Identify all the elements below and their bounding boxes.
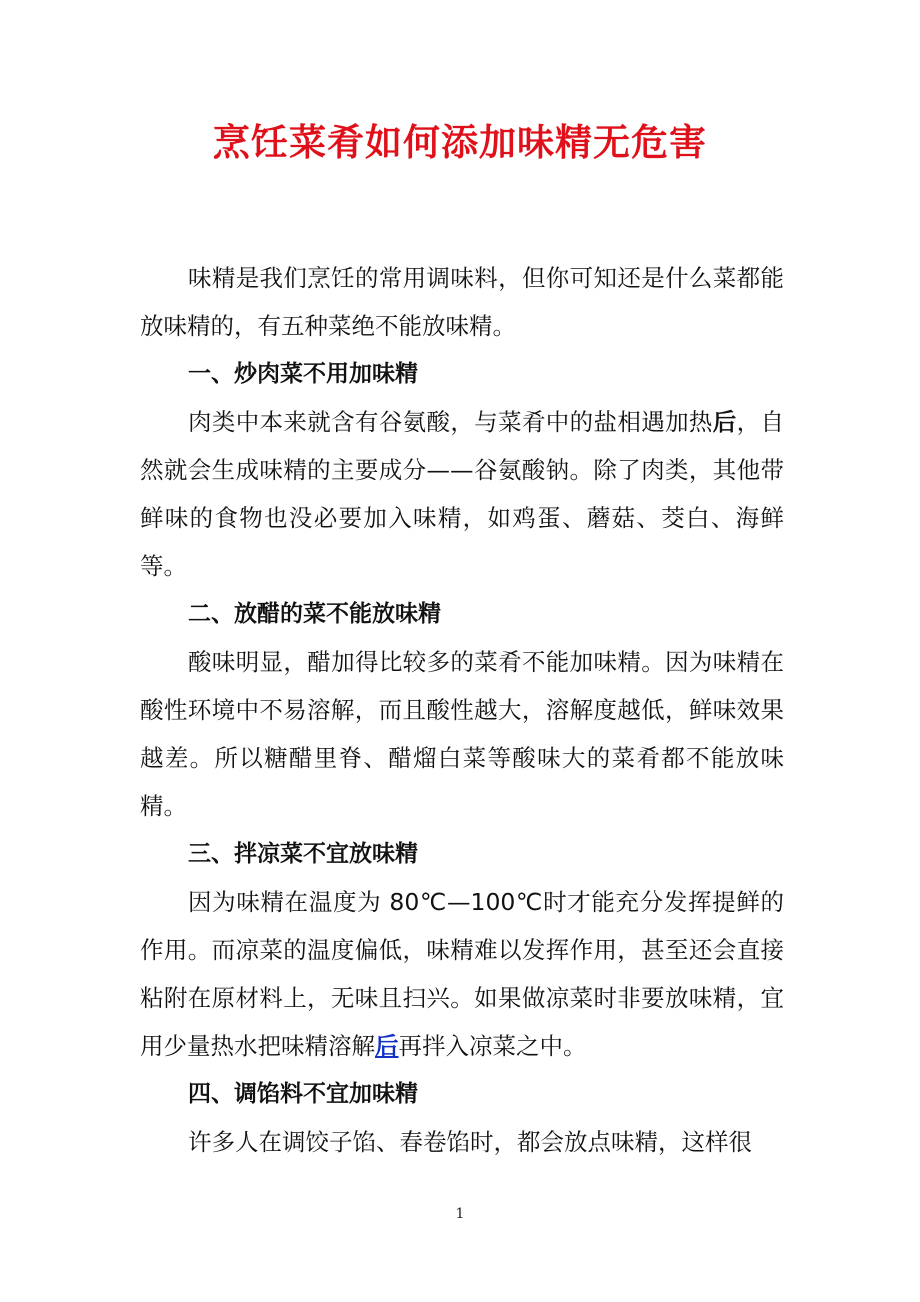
section-1-text-b: ，自然就会生成味精的主要成分——谷氨酸钠。除了肉类，其他带鲜味的食物也没必要加入味精，如鸡蛋、蘑菇、茭白、海鲜等。 (140, 408, 785, 580)
section-1-heading: 一、炒肉菜不用加味精 (188, 361, 418, 387)
section-3-text-b: 再拌入凉菜之中。 (398, 1032, 587, 1060)
page-title: 烹饪菜肴如何添加味精无危害 (213, 121, 707, 164)
page-number: 1 (455, 1206, 465, 1222)
section-1-bold-word: 后 (712, 408, 737, 436)
section-4-heading: 四、调馅料不宜加味精 (188, 1081, 418, 1107)
section-3-text-a: 因为味精在温度为 80℃—100℃时才能充分发挥提鲜的作用。而凉菜的温度偏低，味精难以发挥作用，甚至还会直接粘附在原材料上，无味且扫兴。如果做凉菜时非要放味精，宜用少量热水把味精溶解 (140, 888, 784, 1060)
section-1-text-a: 肉类中本来就含有谷氨酸，与菜肴中的盐相遇加热 (188, 408, 713, 436)
intro-paragraph: 味精是我们烹饪的常用调味料，但你可知还是什么菜都能放味精的，有五种菜绝不能放味精。 (140, 264, 784, 340)
article-body (140, 254, 784, 1166)
section-3-heading: 三、拌凉菜不宜放味精 (188, 841, 418, 867)
section-3-link[interactable]: 后 (375, 1032, 399, 1060)
section-4-paragraph: 许多人在调饺子馅、春卷馅时，都会放点味精，这样很 (188, 1128, 752, 1156)
section-1-paragraph (140, 398, 784, 590)
section-3-paragraph (140, 878, 784, 1070)
section-2-paragraph: 酸味明显，醋加得比较多的菜肴不能加味精。因为味精在酸性环境中不易溶解，而且酸性越大，溶解度越低，鲜味效果越差。所以糖醋里脊、醋熘白菜等酸味大的菜肴都不能放味精。 (140, 648, 784, 820)
section-2-heading: 二、放醋的菜不能放味精 (188, 601, 441, 627)
